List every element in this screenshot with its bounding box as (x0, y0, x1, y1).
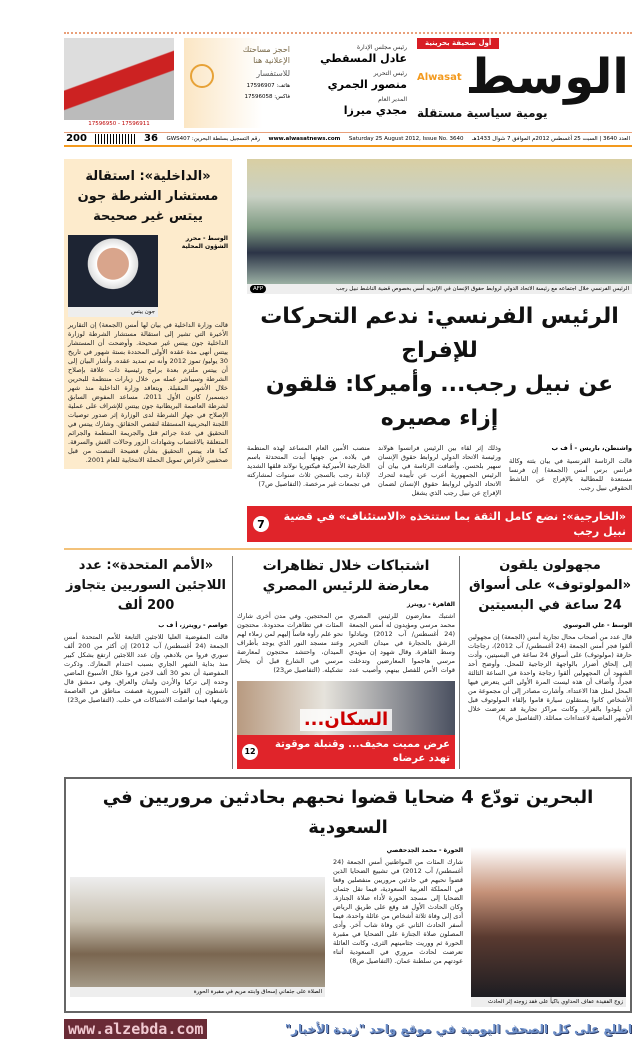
portrait-photo (68, 235, 158, 307)
ad-phone: هاتف: 17596907 (246, 83, 290, 89)
ad-contact: للاستفسار (256, 69, 290, 78)
registration: رقم التسجيل بسلطة البحرين: GWS407 (166, 136, 260, 142)
staff-role: المدير العام (378, 96, 407, 103)
byline: الوسط - علي الموسوي (562, 622, 632, 629)
byline: الوسط - محرر الشؤون المحلية (181, 235, 228, 250)
lead-column: منصب الأمين العام المساعد لهذه المنظمة في بلاده. من جهتها أبدت المتحدثة باسم الخارجية الأميركية فيكتوريا نولاند قلقها الشديد لإدانة رجب بالسجن ثلاث سنوات لمشاركته في تجمعات غير مرخصة. (التفاصيل ص7) (247, 444, 370, 488)
price: 200 (66, 133, 87, 144)
promo-title: السكان... (300, 709, 392, 731)
column-rule (232, 556, 233, 769)
headline[interactable]: مجهولون يلقون «المولوتوف» على أسواق 24 ساعة في البسيتين (468, 558, 632, 613)
sidebar-headline[interactable]: «الداخلية»: استقالة مستشار الشرطة جون ييتس غير صحيحة (77, 169, 219, 224)
photo-caption: زوج الفقيدة عفاف الحداوي باكياً على فقد زوجته إثر الحادث (471, 997, 626, 1007)
story-body: قال عدد من أصحاب محال تجارية أمس (الجمعة) إن مجهولين ألقوا فجر أمس الجمعة (24 أغسطس/ آب 2012)، زجاجات حارقة (مولوتوف) على أسواق 24 ساعة في البسيتين، وأدت إلى إلحاق أضرار بالواجهة الزجاجية للمحل. وأوضح أحد الشهود أن المجهولين ألقوا زجاجة واحدة في الساعة الثالثة فجراً، وأضاف أن هذه ليست المرة الأولى التي يتعرض فيها المحل لمثل هذا الاعتداء. وأشارت مصادر إلى أن مجموعة من الأشخاص كانوا يستقلون سيارة قاموا بإلقاء المولوتوف قبل أن يلوذوا بالفرار. وكانت مراكز تجارية قد تعرضت خلال الأشهر الماضية لاعتداءات مماثلة. (التفاصيل ص4) (468, 633, 632, 722)
logo (417, 38, 632, 132)
lead-headline-2[interactable]: عن نبيل رجب... وأميركا: قلقون إزاء مصيره (265, 372, 614, 431)
staff-role: رئيس مجلس الإدارة (356, 44, 407, 51)
staff-name: عادل المسقطي (320, 52, 407, 65)
lead-photo-caption (247, 284, 632, 294)
story-refugees (64, 556, 228, 769)
byline: القاهرة - رويترز (406, 601, 455, 608)
mourner-photo (471, 847, 626, 997)
caption-text: الرئيس الفرنسي خلال اجتماعه مع رئيسة الاتحاد الدولي لروابط حقوق الإنسان في الإليزيه أمس بخصوص قضية الناشط نبيل رجب (336, 286, 629, 292)
website-link[interactable]: www.alwasatnews.com (268, 136, 341, 142)
headline[interactable]: «الأمم المتحدة»: عدد اللاجئين السوريين يتجاوز 200 ألف (65, 558, 227, 613)
ad-phone: 17596911 - 17596950 (64, 120, 174, 128)
footer-slogan: اطلع على كل الصحف اليومية في موقع واحد "زبدة الأخبار" (284, 1022, 632, 1036)
photo-caption: الصلاة على جثماني إسحاق وابنته مريم في مقبرة الحورة (70, 987, 325, 997)
lead-banner[interactable] (247, 506, 632, 542)
byline: عواصم - رويترز، أ ف ب (158, 622, 228, 629)
sidebar-body: قالت وزارة الداخلية في بيان لها أمس (الجمعة) إن التقارير الأخيرة التي تشير إلى استقالة مستشار الشرطة لوزارة الداخلية جون ييتس غير صحيحة. وأوضحت أن المستشار ييتس أنهى مدة عقده الأولى المحددة بستة شهور في تاريخ 30 يوليو/ تموز 2012 وأنه تم تمديد عقده. وأشار البيان إلى أن ييتس ملتزم بعدة برامج رئيسية ذات علاقة بإصلاح الشرطة وسيباشر عمله من خلال زيارات منتظمة للبحرين خلال الأشهر المقبلة. ويتعاقد وزارة الداخلية منذ شهر ديسمبر/ كانون الأول 2011، مساعد المفوض السابق لشرطة العاصمة البريطانية جون ييتس للإشراف على عملية الإصلاح في جهاز الشرطة لدى الوزارة إثر صدور توصيات اللجنة البحرينية المستقلة لتقصي الحقائق. وشارك ييتس في التحقيق في عدة جرائم قتل والجريمة المنظمة والجرائم المتعلقة بالاغتصاب وشهادات الزور وحالات الغش والسرقة. كما قاد ييتس التحقيق بشأن فضيحة التنصت من قبل صحفيين لأغراض تمويل الحملة الانتخابية للعام 2001. (68, 321, 228, 464)
banner-text: «الخارجية»: نضع كامل الثقة بما ستتخذه «الاستئناف» في قضية نبيل رجب (283, 510, 626, 538)
ad-space[interactable] (184, 38, 296, 128)
footer-url[interactable]: www.alzebda.com (64, 1019, 207, 1039)
globe-icon (190, 64, 214, 88)
lead-story (247, 159, 632, 542)
masthead (64, 32, 632, 132)
column-rule (459, 556, 460, 769)
staff-name: مجدي ميرزا (343, 104, 407, 117)
page-number-badge: 12 (242, 744, 258, 760)
lead-column: قالت الرئاسة الفرنسية في بيان بثته وكالة فرانس برس أمس (الجمعة) إن فرنسا مستعدة للمطالبة بالإفراج عن الناشط الحقوقي نبيل رجب. (509, 457, 632, 492)
staff-role: رئيس التحرير (373, 70, 407, 77)
funeral-photo-block (70, 877, 325, 997)
footer-banner[interactable] (64, 1017, 632, 1041)
population-promo[interactable] (237, 681, 455, 769)
arabic-date: العدد 3640 | السبت 25 أغسطس 2012م الموافق 7 شوال 1433هـ (472, 136, 630, 142)
date-bar (64, 132, 632, 147)
lead-body (247, 444, 632, 498)
page-number-badge: 7 (253, 516, 269, 532)
logo-latin: Alwasat (417, 71, 462, 83)
staff-list (317, 38, 407, 132)
funeral-photo (70, 877, 325, 987)
page-count: 36 (144, 133, 158, 144)
photo-caption: جون ييتس (68, 307, 158, 317)
lead-column: وذلك إثر لقاء بين الرئيس فرانسوا هولاند ورئيسة الاتحاد الدولي لروابط حقوق الإنسان سهير بلحسن. وأضافت الرئاسة في بيان أن الرئيس الجمهورية أعرب عن تأييده لتحرك الاتحاد الدولي لروابط حقوق الإنسان لضمان الإفراج عن نبيل رجب الذي يشغل (378, 444, 501, 497)
front-page (64, 32, 632, 1041)
story-molotov (464, 556, 632, 769)
headline[interactable]: اشتباكات خلال تظاهرات معارضة للرئيس المصري (262, 558, 430, 594)
mourner-photo-block (471, 847, 626, 1007)
story-bahrain-accident (64, 777, 632, 1013)
advertisement-kitchen[interactable] (64, 38, 174, 128)
lead-photo (247, 159, 632, 284)
sidebar-story (64, 159, 232, 469)
ad-fax: فاكس: 17596058 (244, 94, 290, 100)
top-row (64, 159, 632, 542)
barcode (95, 134, 135, 144)
ad-title: احجز مساحتك الإعلانية هنا (242, 45, 290, 65)
section-divider (64, 548, 632, 550)
logo-text: الوسط (465, 49, 629, 105)
english-date: Saturday 25 August 2012, Issue No. 3640 (348, 136, 464, 142)
story-body: شارك المئات من المواطنين أمس الجمعة (24 أغسطس/ آب 2012) في تشييع الضحايا الذين قضوا نحبهم في حادثين مروريين منفصلين وقعا في المملكة العربية السعودية، فيما نقل جثمان الضحايا إلى مسجد الحورة لأداء صلاة الجنازة. وكان الحادث الأول قد وقع على طريق الرياض أدى إلى وفاة ثلاثة أشخاص من عائلة واحدة، فيما أسفر الحادث الثاني عن وفاة شاب آخر. وأدى المصلون صلاة الجنازة على الضحايا في مقبرة الحورة ثم ووريت جثامينهم الثرى، وكانت العائلة تعرضت لحادث مروري في السعودية أثناء عودتهم من سلطنة عمان. (التفاصيل ص8) (333, 858, 463, 965)
three-column-row (64, 556, 632, 769)
staff-name: منصور الجمري (327, 78, 407, 91)
headline[interactable]: البحرين تودّع 4 ضحايا قضوا نحبهم بحادثين مروريين في السعودية (102, 787, 594, 838)
story-body: اشتبك معارضون للرئيس المصري محمد مرسي ومؤيدون له أمس الجمعة (24 أغسطس/ آب 2012) وتبادلوا الرشق بالحجارة في ميدان التحرير وسط القاهرة. وقال شهود إن مؤيدي مرسي هاجموا المعارضين وتدخلت قوات الأمن للفصل بينهم، وأصيب عدد من المحتجين. وفي مدن أخرى شارك المئات في تظاهرات محدودة. محتجون نحو علم رأوه فاساً إليهم لمن زملاء لهم وعند مسجد النور الذي يوجد بأطراف الميدان، واحتشد محتجون لمعارضة مرسي في الشارع قبل أن يختار تشكيله. (التفاصيل ص23) (237, 612, 456, 674)
dateline: واشنطن، باريس - أ ف ب (551, 444, 632, 452)
story-body: قالت المفوضية العليا للاجئين التابعة للأمم المتحدة أمس الجمعة (24 أغسطس/ آب 2012) إن أكثر من 200 ألف سوري فروا من بلادهم، وإن عدد اللاجئين ارتفع بشكل كبير منذ بداية الشهر الجاري بسبب احتدام المعارك. وذكرت المفوضية أن نحو 30 ألف لاجئ فروا خلال الأسبوع الماضي وحده إلى تركيا والأردن ولبنان والعراق. وفي دمشق قال ناشطون إن القوات السورية قصفت مناطق في العاصمة وريفها، فيما تواصلت الاشتباكات في حلب. (التفاصيل ص23) (64, 633, 229, 704)
byline: الحورة - محمد الجدحفصي (386, 847, 463, 854)
photo-credit: AFP (250, 285, 266, 293)
lead-headline-1[interactable]: الرئيس الفرنسي: ندعم التحركات للإفراج (260, 304, 619, 363)
promo-text: عرض مميت مخيف... وقنبلة موقوتة تهدد عرضاه (275, 739, 450, 764)
story-egypt (237, 556, 455, 769)
tagline: يومية سياسية مستقلة (417, 106, 548, 120)
ribbon: أول صحيفة بحرينية (417, 38, 499, 49)
